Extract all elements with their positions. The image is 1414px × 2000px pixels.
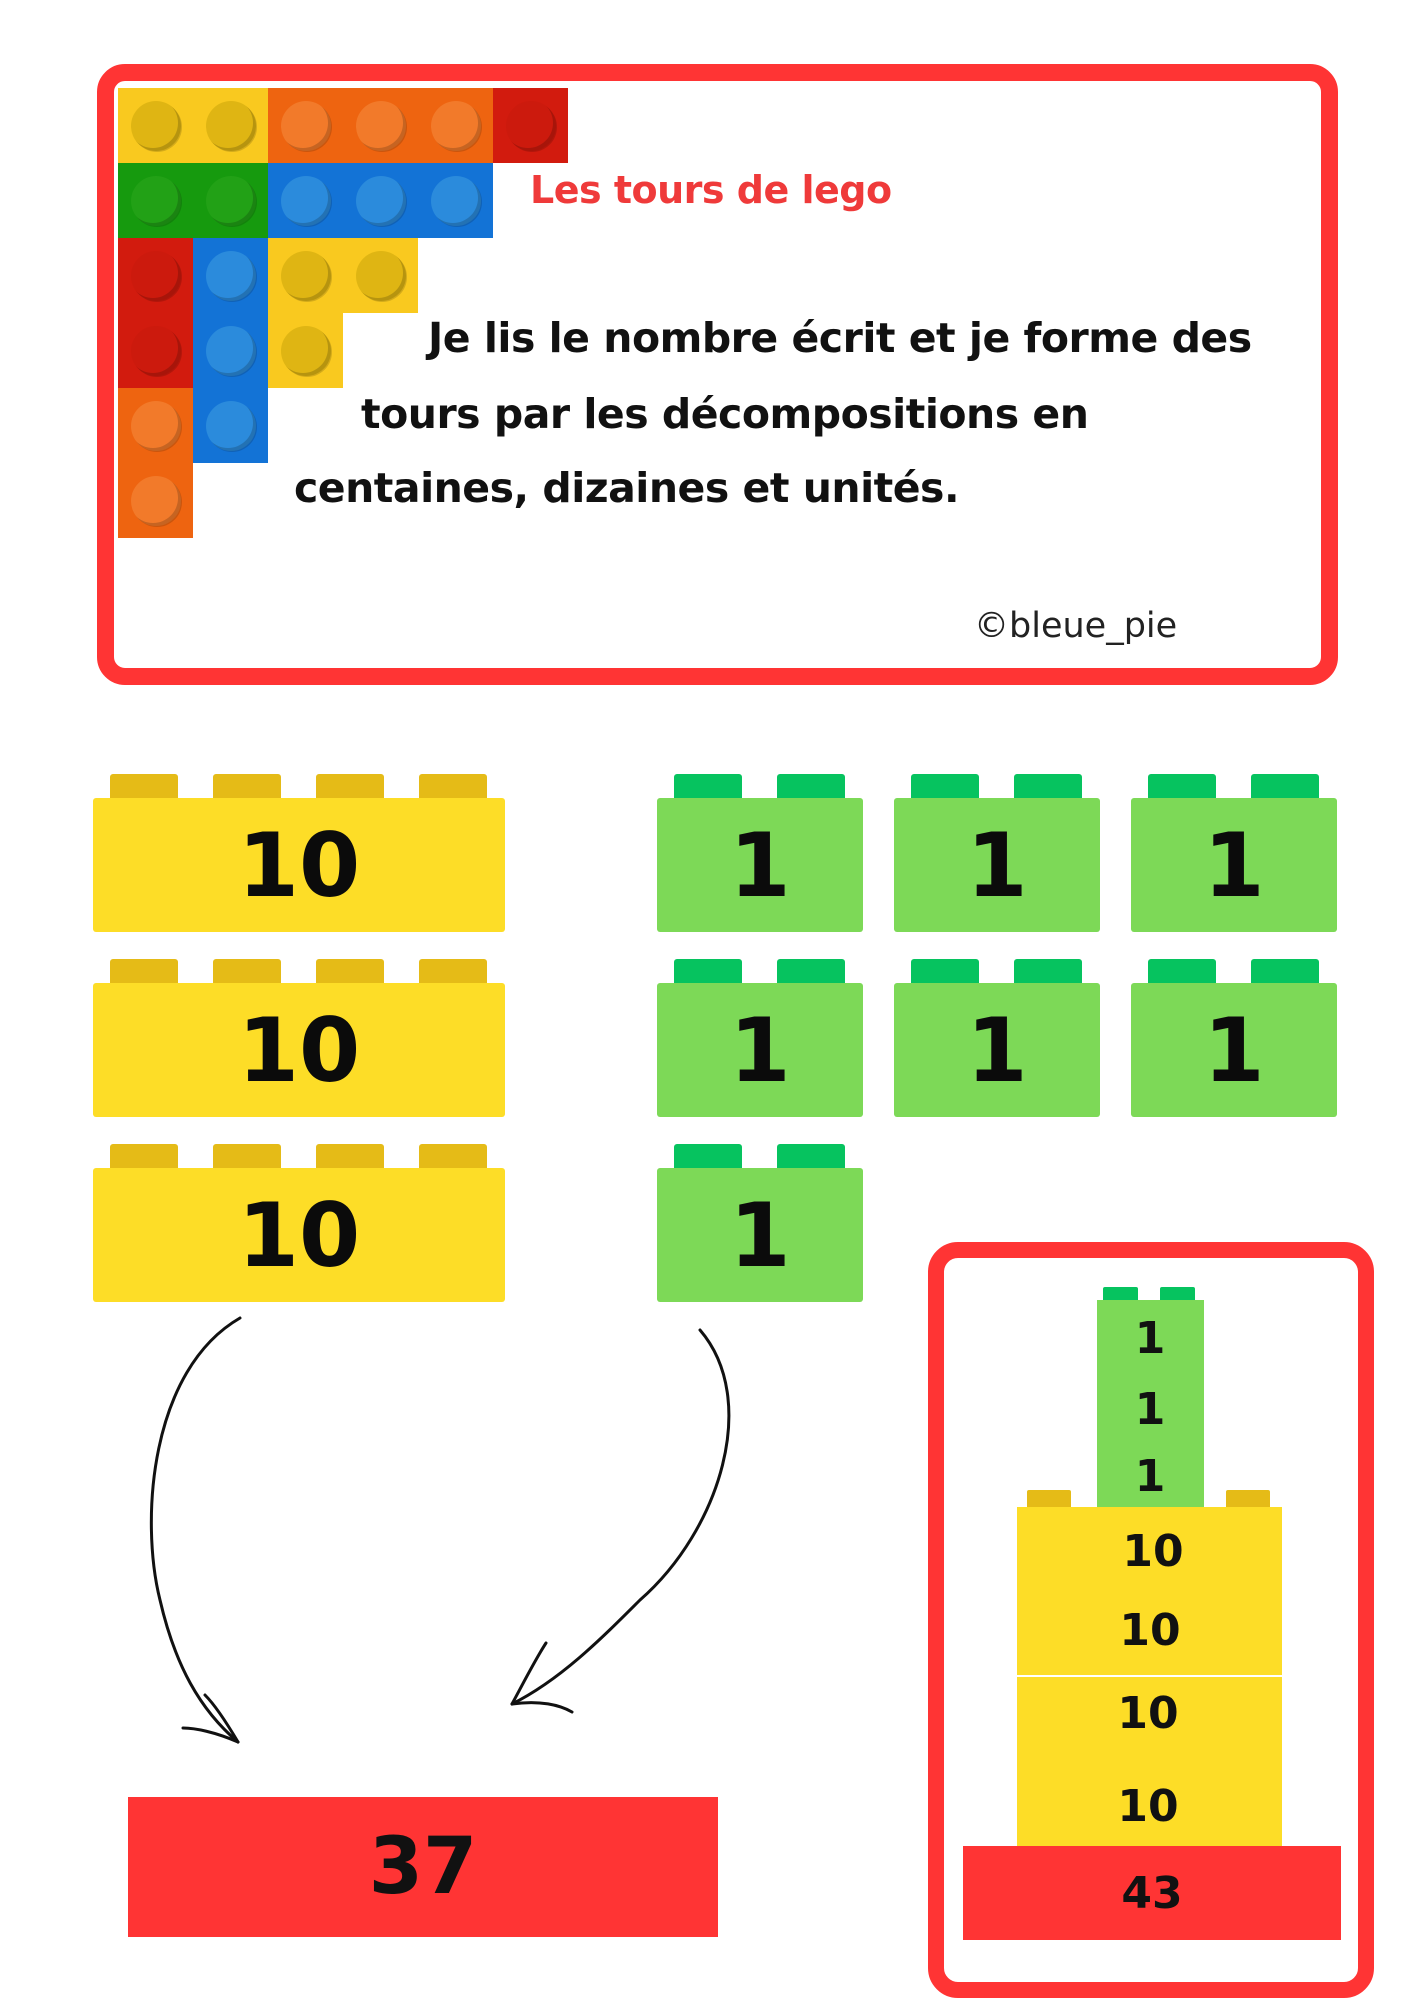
one-brick-label: 1: [1131, 798, 1337, 932]
tower-ten-label: 10: [1117, 1781, 1179, 1832]
tower-total: 43: [963, 1846, 1341, 1940]
tower-one-label: 1: [1134, 1451, 1166, 1502]
page-title: Les tours de lego: [530, 168, 892, 212]
curved-arrow-icon: [151, 1318, 240, 1742]
tower-ten-label: 10: [1119, 1605, 1181, 1656]
one-brick-label: 1: [657, 983, 863, 1117]
one-brick-label: 1: [894, 983, 1100, 1117]
one-brick-label: 1: [894, 798, 1100, 932]
tower-ten-label: 10: [1117, 1688, 1179, 1739]
instruction-line-1: Je lis le nombre écrit et je forme des: [428, 314, 1252, 362]
one-brick-label: 1: [1131, 983, 1337, 1117]
ten-brick-label: 10: [93, 1168, 505, 1302]
brick-stud: [1027, 1490, 1071, 1508]
instruction-line-2: tours par les décompositions en: [361, 390, 1089, 438]
one-brick-label: 1: [657, 1168, 863, 1302]
answer-box: 37: [128, 1797, 718, 1937]
tower-one-label: 1: [1134, 1313, 1166, 1364]
ten-brick-label: 10: [93, 798, 505, 932]
credit-text: ©bleue_pie: [974, 606, 1178, 646]
brick-stud: [1226, 1490, 1270, 1508]
curved-arrow-icon: [512, 1330, 729, 1712]
tower-ten-label: 10: [1122, 1526, 1184, 1577]
one-brick-label: 1: [657, 798, 863, 932]
instruction-line-3: centaines, dizaines et unités.: [294, 464, 960, 512]
tower-one-label: 1: [1134, 1384, 1166, 1435]
ten-brick-label: 10: [93, 983, 505, 1117]
